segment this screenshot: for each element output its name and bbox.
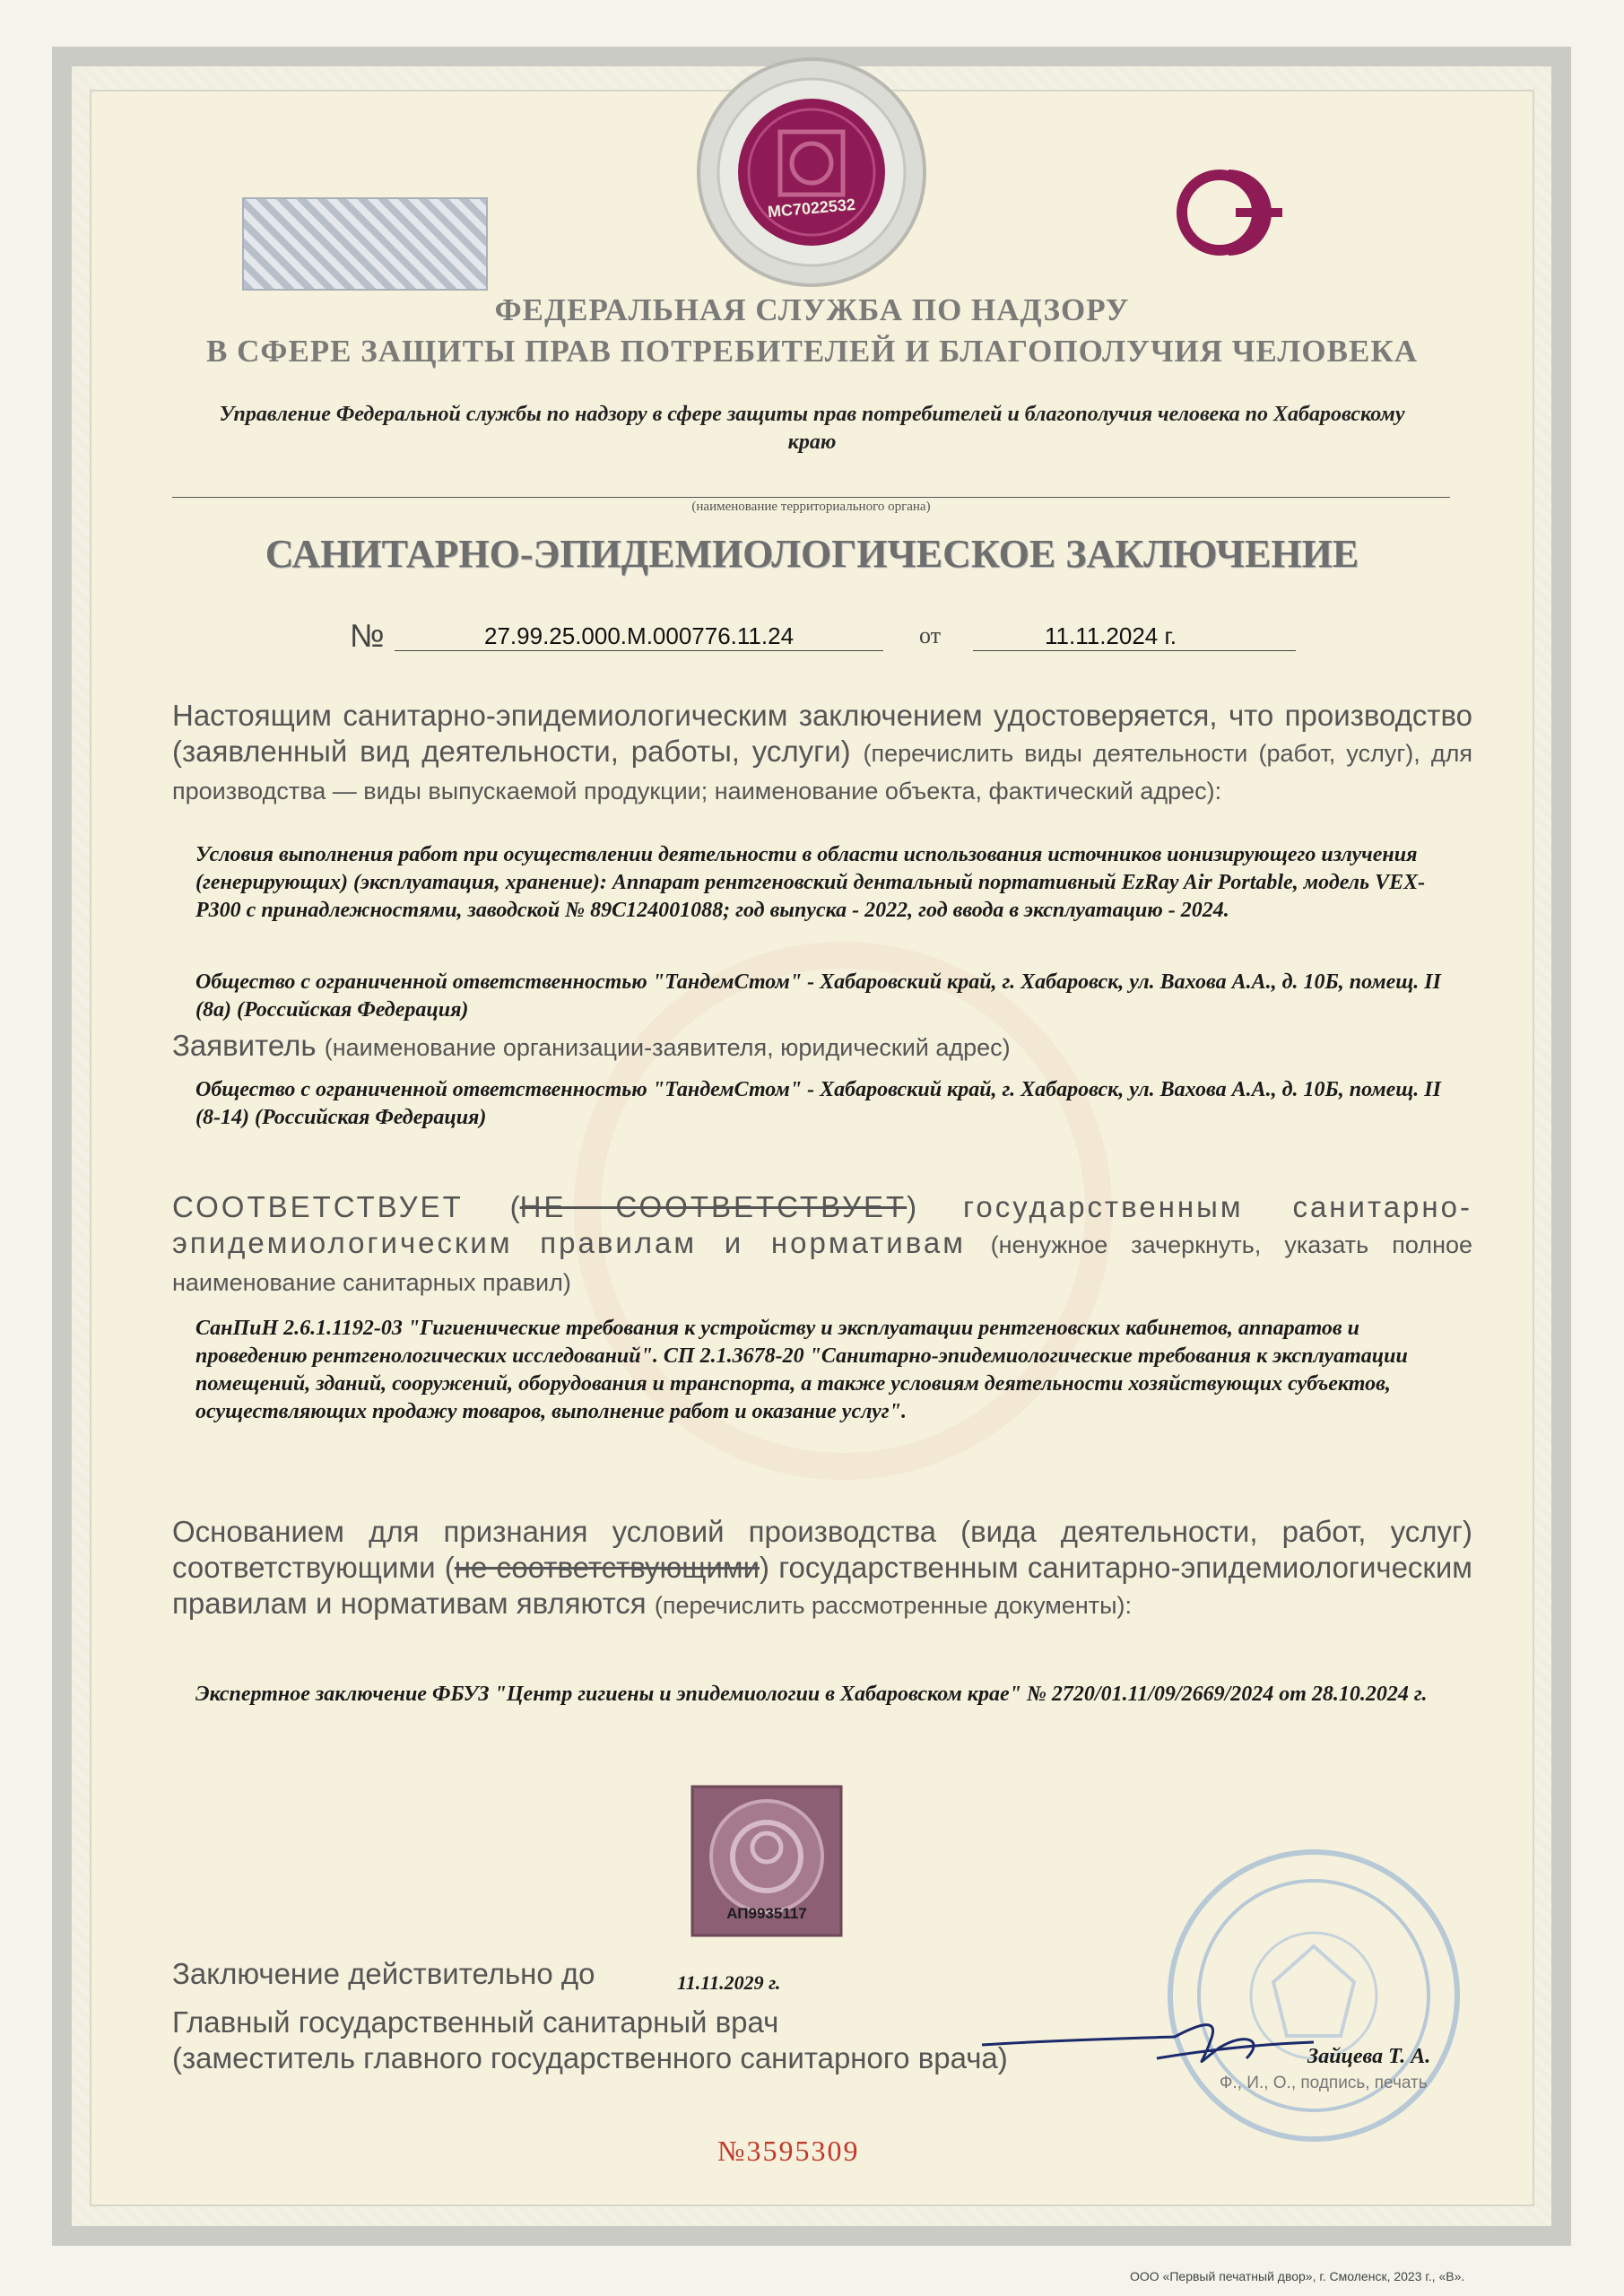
basis-main-2: государственным санитарно-эпидемиологическим правилам и нормативам являются [172, 1551, 1472, 1620]
organization-name: Управление Федеральной службы по надзору в сфере защиты прав потребителей и благополучия человека по Хабаровскому краю [219, 403, 1405, 454]
round-stamp [1166, 1848, 1462, 2144]
applicant-line [172, 1028, 1472, 1065]
valid-label: Заключение действительно до [172, 1957, 595, 1990]
number-underline [395, 650, 883, 651]
organization-underline [172, 497, 1450, 498]
object-address: Общество с ограниченной ответственностью "ТандемСтом" - Хабаровский край, г. Хабаровск, ул. Вахова А.А., д. 10Б, помещ. II (8а) (Российская Федерация) [195, 970, 1441, 1022]
basis-paragraph: Основанием для признания условий производства (вида деятельности, работ, услуг) соответствующими (не соответствующими) государственным санитарно-эпидемиологическим правилам и нормативам являются (перечислить рассмотренные документы): [172, 1515, 1472, 1620]
hologram-code: АП9935117 [726, 1905, 807, 1922]
intro-tail: (перечислить виды деятельности (работ, услуг), для производства — виды выпускаемой продукции; наименование объекта, фактический адрес): [172, 740, 1472, 804]
intro-main: Настоящим санитарно-эпидемиологическим заключением удостоверяется, что производство (заявленный вид деятельности, работы, услуги) [172, 699, 1472, 768]
date-label: от [919, 622, 942, 648]
signer-caption: Ф., И., О., подпись, печать [1220, 2074, 1428, 2092]
date-underline [973, 650, 1296, 651]
not-conforms-struck: НЕ СООТВЕТСТВУЕТ [519, 1190, 908, 1223]
basis-tail: (перечислить рассмотренные документы): [654, 1592, 1133, 1619]
activity-text: Условия выполнения работ при осуществлении деятельности в области использования источников ионизирующего излучения (генерирующих) (эксплуатация, хранение): Аппарат рентгеновский дентальный портативный EzRay Air Portable, модель VEX-P300 с принадлежностями, заводской № 89C124001088; год выпуска - 2022, год ввода в эксплуатацию - 2024. [195, 843, 1426, 922]
top-seal [695, 56, 928, 289]
header-line-2: В СФЕРЕ ЗАЩИТЫ ПРАВ ПОТРЕБИТЕЛЕЙ И БЛАГОПОЛУЧИЯ ЧЕЛОВЕКА [206, 334, 1418, 369]
signer-name: Зайцева Т. А. [1307, 2045, 1431, 2068]
doctor-line-1: Главный государственный санитарный врач [172, 2005, 779, 2039]
basis-main-1: Основанием для признания условий производства (вида деятельности, работ, услуг) соответствующими [172, 1515, 1472, 1584]
conforms-main: государственным санитарно-эпидемиологическим правилам и нормативам [172, 1190, 1472, 1259]
applicant-caption: (наименование организации-заявителя, юридический адрес) [324, 1034, 1011, 1061]
intro-paragraph [172, 698, 1472, 809]
header-line-1: ФЕДЕРАЛЬНАЯ СЛУЖБА ПО НАДЗОРУ [494, 292, 1130, 327]
conformity-paragraph: СООТВЕТСТВУЕТ (НЕ СООТВЕТСТВУЕТ) государственным санитарно-эпидемиологическим правилам и нормативам (ненужное зачеркнуть, указать полное наименование санитарных правил) [172, 1190, 1473, 1296]
basis-text: Экспертное заключение ФБУЗ "Центр гигиены и эпидемиологии в Хабаровском крае" № 2720/01.11/09/2669/2024 от 28.10.2024 г. [195, 1683, 1428, 1706]
number-label: № [350, 617, 385, 654]
organization-caption: (наименование территориального органа) [691, 500, 931, 514]
applicant-label: Заявитель [172, 1029, 317, 1062]
document-title: САНИТАРНО-ЭПИДЕМИОЛОГИЧЕСКОЕ ЗАКЛЮЧЕНИЕ [265, 532, 1359, 576]
conforms-word: СООТВЕТСТВУЕТ [172, 1190, 464, 1223]
date-value: 11.11.2024 г. [1045, 622, 1177, 649]
printer-line: ООО «Первый печатный двор», г. Смоленск, 2023 г., «В». [1130, 2269, 1465, 2283]
seal-code: МС7022532 [767, 195, 856, 222]
valid-date: 11.11.2029 г. [677, 1971, 781, 1994]
rules-text: СанПиН 2.6.1.1192-03 "Гигиенические требования к устройству и эксплуатации рентгеновских кабинетов, аппаратов и проведению рентгенологических исследований". СП 2.1.3678-20 "Санитарно-эпидемиологические требования к эксплуатации помещений, зданий, сооружений, оборудования и транспорта, а также условиям деятельности хозяйствующих субъектов, осуществляющих продажу товаров, выполнение работ и оказание услуг". [195, 1317, 1408, 1423]
hologram-strip [242, 197, 488, 291]
ce-logo [1175, 163, 1309, 262]
basis-not-struck: не соответствующими [454, 1551, 760, 1584]
applicant-text: Общество с ограниченной ответственностью "ТандемСтом" - Хабаровский край, г. Хабаровск, ул. Вахова А.А., д. 10Б, помещ. II (8-14) (Российская Федерация) [195, 1078, 1441, 1129]
conforms-tail: (ненужное зачеркнуть, указать полное наименование санитарных правил) [172, 1231, 1473, 1296]
number-value: 27.99.25.000.М.000776.11.24 [484, 622, 795, 649]
blank-number: №3595309 [717, 2135, 860, 2167]
doctor-line-2: (заместитель главного государственного санитарного врача) [172, 2041, 1008, 2074]
